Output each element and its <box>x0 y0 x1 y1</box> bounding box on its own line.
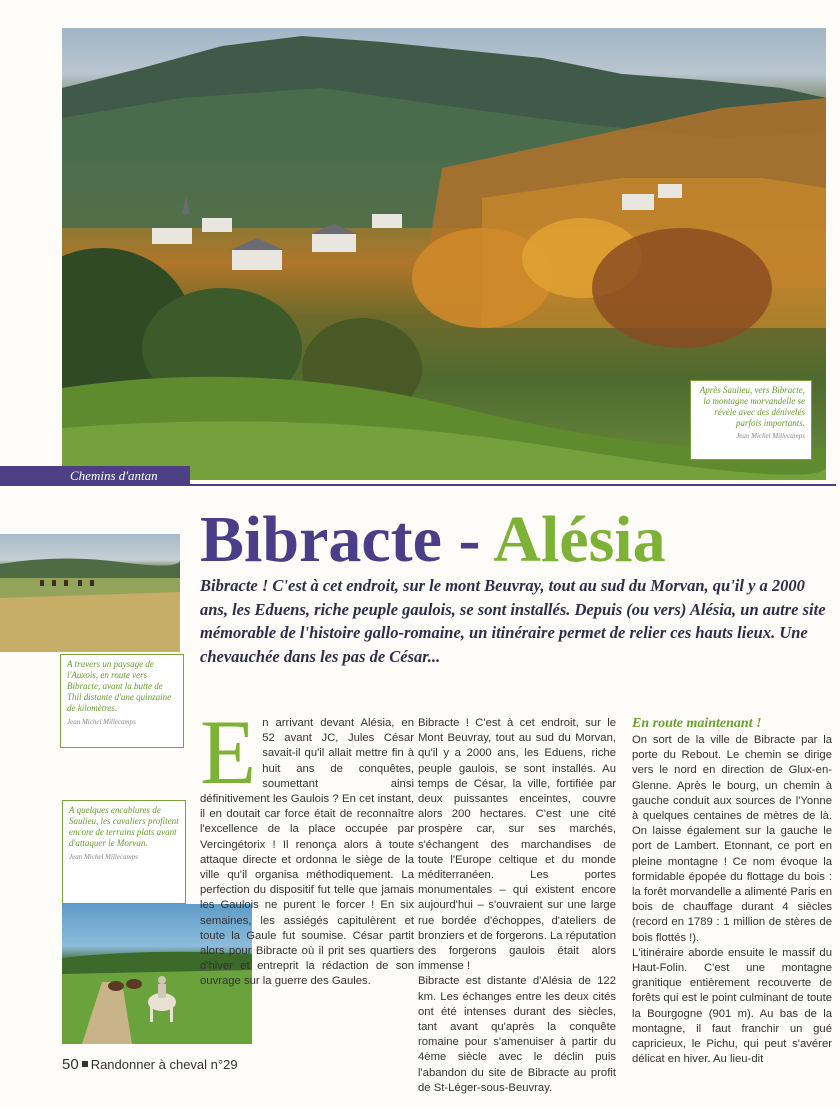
body-column-1 <box>200 701 414 990</box>
title-bibracte: Bibracte <box>200 503 442 576</box>
section-tab: Chemins d'antan <box>0 466 190 486</box>
hero-caption-text: Après Saulieu, vers Bibracte, la montagne morvandelle se révèle avec des dénivelés parfois importants. <box>699 385 805 428</box>
auxois-photo-credit: Jean Michel Millecamps <box>67 718 136 726</box>
hero-caption <box>690 380 812 460</box>
magazine-name: Randonner à cheval n°29 <box>90 1057 238 1072</box>
title-alesia: Alésia <box>493 503 666 576</box>
body-paragraph: On sort de la ville de Bibracte par la porte du Rebout. Le chemin se dirige vers le nord en direction de Glux-en-Glenne. Après le bourg, un chemin à gauche conduit aux sources de l'Yonne à quelques centaines de mètres de là. On laisse également sur la gauche le port de Lambert. Etonnant, ce port en pleine montagne ! Ce nom évoque la formidable épopée du flottage du bois : la forêt morvandelle a alimenté Paris en bois de chauffage durant 4 siècles (record en 1789 : 1 million de stères de bois flottés !). <box>632 734 832 944</box>
saulieu-photo-credit: Jean Michel Millecamps <box>69 853 138 861</box>
page-number: 50 <box>62 1056 79 1073</box>
auxois-landscape-photo <box>0 534 180 652</box>
article-intro: Bibracte ! C'est à cet endroit, sur le mont Beuvray, tout au sud du Morvan, qu'il y a 2000 ans, les Eduens, riche peuple gaulois, se sont installés. Depuis (ou vers) Alésia, un autre site mémorable de l'histoire gallo-romaine, un itinéraire permet de relier ces hauts lieux. Une chevauchée dans les pas de César... <box>200 576 826 666</box>
auxois-caption-text: A travers un paysage de l'Auxois, en route vers Bibracte, avant la butte de Thil distante d'une quinzaine de kilomètres. <box>67 659 172 713</box>
body-paragraph: Bibracte ! C'est à cet endroit, sur le Mont Beuvray, tout au sud du Morvan, qu'il y a 2000 ans, les Eduens, riche peuple gaulois, se sont installés. Au temps de César, la ville, fortifiée par deux puissantes enceintes, couvre alors 200 hectares. C'est une cité prospère car, sur ses marchés, s'échangent des marchandises de toute l'Europe celtique et du monde méditerranéen. Les portes monumentales – qui existent encore aujourd'hui – s'ouvraient sur une large rue bordée d'échoppes, d'ateliers de bronziers et de forgerons. La réputation des forgerons gaulois était alors immense ! <box>418 717 616 973</box>
body-column-2 <box>418 716 616 1096</box>
section-rule <box>190 484 836 486</box>
body-paragraph: n arrivant devant Alésia, en 52 avant JC, Jules César savait-il qu'il allait mettre fin à huit ans de conquêtes, soumettant ainsi définitivement les Gaulois ? En cet instant, il en doutait car force était de reconnaître l'excellence de la place occupée par Vercingétorix ! Il renonça alors à toute attaque directe et ordonna le siège de la ville qu'il organisa méthodiquement. La perfection du dispositif fut telle que jamais les Gaulois ne purent le forcer ! En six semaines, les assiégés capitulèrent et toute la Gaule fut soumise. César partit alors pour Bibracte où il prit ses quartiers d'hiver et entreprit la rédaction de son ouvrage sur la guerre des Gaules. <box>200 717 414 988</box>
page-footer <box>62 1056 238 1073</box>
article-title <box>200 500 800 580</box>
saulieu-caption <box>62 800 186 904</box>
square-bullet-icon <box>82 1061 88 1067</box>
body-paragraph: Bibracte est distante d'Alésia de 122 km. Les échanges entre les deux cités ont été intenses durant des siècles, tant avant qu'après la conquête romaine pour s'amenuiser à partir du 4ème siècle avec le déclin puis l'abandon du site de Bibracte au profit de St-Léger-sous-Beuvray. <box>418 975 616 1094</box>
subheading-en-route: En route maintenant ! <box>632 716 762 731</box>
auxois-caption <box>60 654 184 748</box>
title-separator: - <box>458 503 481 576</box>
hero-photo-credit: Jean Michel Millecamps <box>736 432 805 440</box>
body-column-3 <box>632 716 832 1067</box>
saulieu-caption-text: A quelques encablures de Saulieu, les cavaliers profitent encore de terrains plats avant d'attaquer le Morvan. <box>69 805 179 848</box>
drop-cap: E <box>200 701 257 803</box>
body-paragraph: L'itinéraire aborde ensuite le massif du Haut-Folin. C'est une montagne granitique entièrement recouverte de forêts qui est le point culminant de toute la Bourgogne (901 m). Au bas de la montagne, il faut franchir un gué capricieux, le Pichu, qui peut s'avérer délicat en hiver. Au lieu-dit <box>632 946 832 1066</box>
